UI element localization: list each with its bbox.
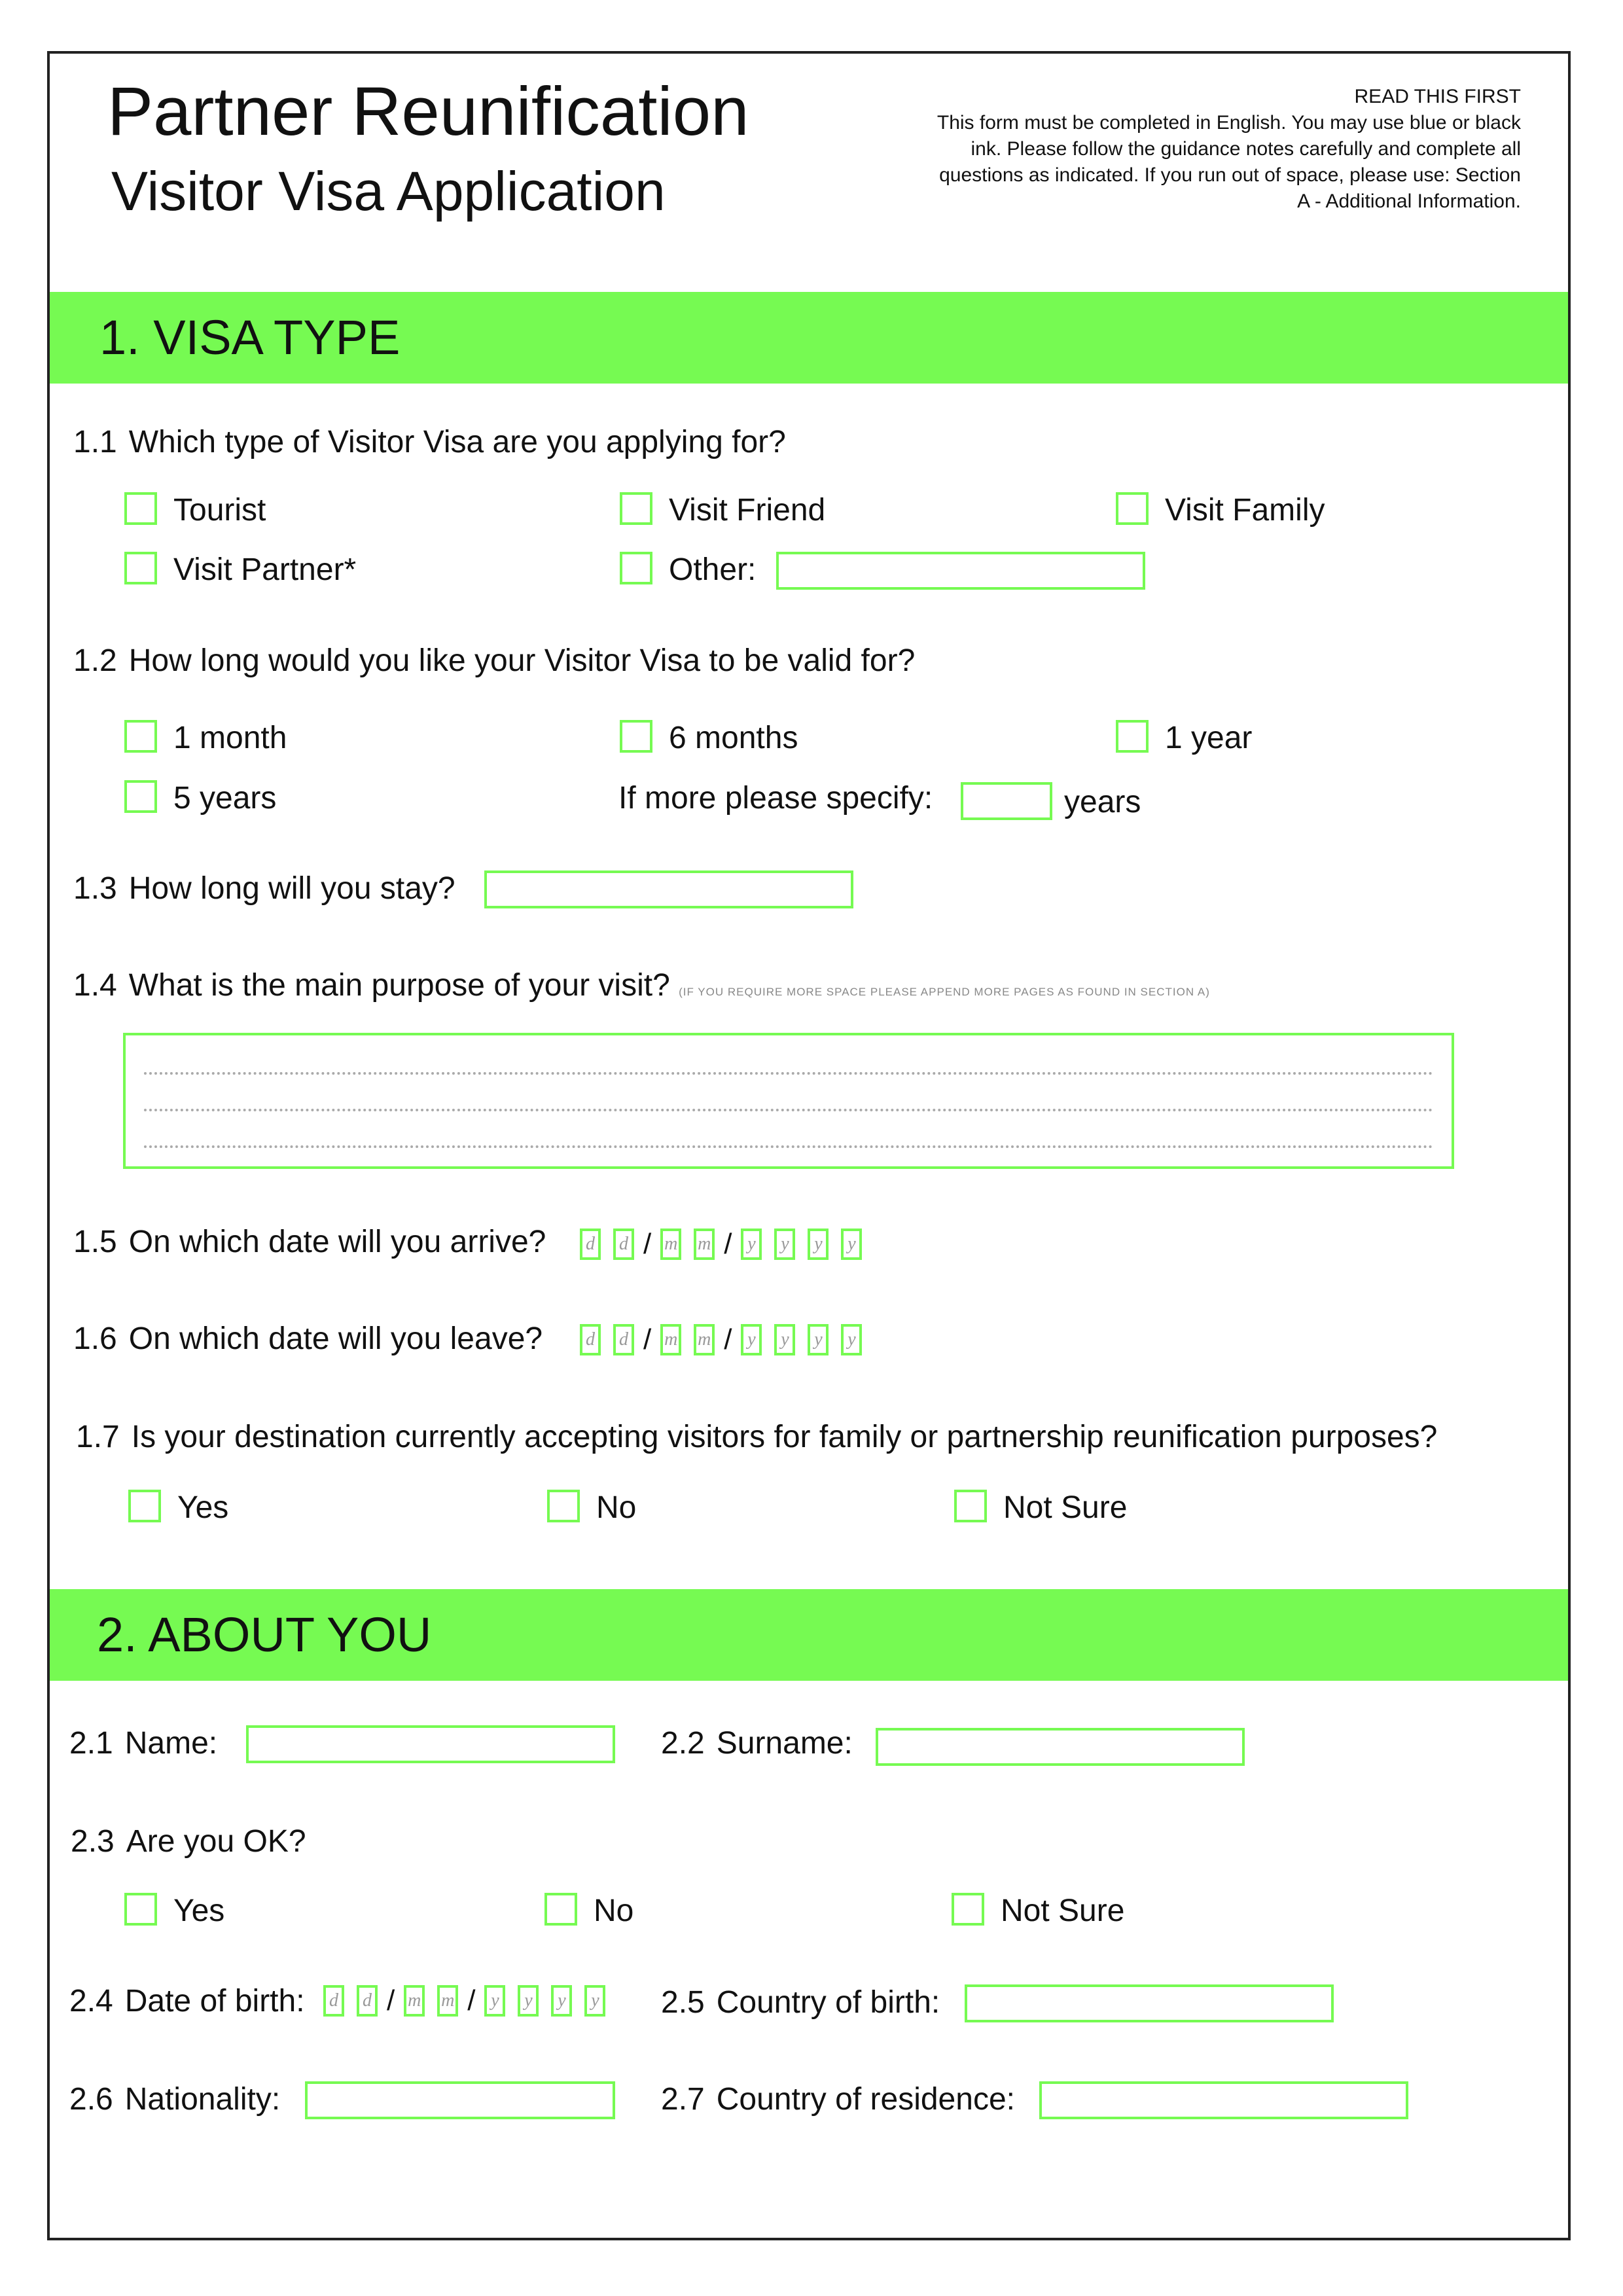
question-number: 2.3: [71, 1824, 115, 1859]
checkbox-1-year[interactable]: [1116, 720, 1149, 753]
question-2-1: [69, 1728, 217, 1759]
question-text: Nationality:: [124, 2082, 281, 2117]
date-day-box[interactable]: d: [613, 1229, 634, 1260]
date-day-box[interactable]: d: [613, 1324, 634, 1355]
date-year-box[interactable]: y: [841, 1324, 862, 1355]
option-label-visit-family: Visit Family: [1165, 493, 1325, 528]
date-year-box[interactable]: y: [808, 1324, 829, 1355]
option-label-yes: Yes: [177, 1490, 229, 1525]
departure-date-field[interactable]: [580, 1323, 874, 1356]
date-separator: /: [387, 1984, 395, 2017]
other-visa-type-field[interactable]: [776, 552, 1145, 590]
date-day-box[interactable]: d: [323, 1985, 344, 2017]
question-1-4: [73, 970, 1210, 1001]
question-text: Date of birth:: [124, 1984, 305, 2018]
date-month-box[interactable]: m: [660, 1324, 681, 1355]
question-1-3: [73, 873, 455, 905]
checkbox-yes[interactable]: [124, 1893, 157, 1926]
years-unit-label: years: [1064, 785, 1141, 819]
length-of-stay-field[interactable]: [484, 870, 853, 908]
question-text: On which date will you leave?: [128, 1321, 543, 1356]
name-field[interactable]: [246, 1725, 615, 1763]
checkbox-other[interactable]: [620, 552, 652, 584]
question-text: What is the main purpose of your visit?: [128, 968, 670, 1003]
option-label-no: No: [596, 1490, 637, 1525]
checkbox-no[interactable]: [544, 1893, 577, 1926]
question-text: Country of residence:: [716, 2082, 1015, 2117]
question-1-5: [73, 1227, 546, 1258]
option-label-1-month: 1 month: [173, 721, 287, 755]
checkbox-yes[interactable]: [128, 1490, 161, 1522]
option-label-1-year: 1 year: [1165, 721, 1253, 755]
date-separator: /: [724, 1228, 732, 1260]
instructions-note: [932, 84, 1521, 215]
purpose-of-visit-field[interactable]: [123, 1033, 1454, 1169]
question-1-2: [73, 645, 915, 677]
question-2-7: [661, 2084, 1015, 2115]
question-number: 2.4: [69, 1984, 113, 2018]
date-year-box[interactable]: y: [841, 1229, 862, 1260]
question-text: Name:: [124, 1726, 218, 1761]
instructions-heading: READ THIS FIRST: [1354, 86, 1521, 107]
checkbox-visit-friend[interactable]: [620, 492, 652, 525]
question-number: 1.1: [73, 425, 117, 459]
date-year-box[interactable]: y: [484, 1985, 505, 2017]
nationality-field[interactable]: [305, 2081, 615, 2119]
question-text: On which date will you arrive?: [128, 1225, 546, 1259]
date-separator: /: [467, 1984, 476, 2017]
question-2-4: [69, 1986, 305, 2017]
option-label-tourist: Tourist: [173, 493, 266, 528]
option-label-no: No: [594, 1893, 634, 1928]
checkbox-6-months[interactable]: [620, 720, 652, 753]
date-year-box[interactable]: y: [741, 1229, 762, 1260]
checkbox-1-month[interactable]: [124, 720, 157, 753]
question-number: 2.5: [661, 1985, 705, 2020]
question-1-7: [76, 1422, 1437, 1453]
date-day-box[interactable]: d: [580, 1324, 601, 1355]
date-of-birth-field[interactable]: [323, 1984, 618, 2017]
form-title: Partner Reunification: [107, 73, 749, 150]
checkbox-tourist[interactable]: [124, 492, 157, 525]
question-number: 1.7: [76, 1420, 120, 1454]
question-number: 1.2: [73, 643, 117, 678]
date-separator: /: [643, 1323, 652, 1355]
question-number: 1.6: [73, 1321, 117, 1356]
instructions-body: This form must be completed in English. You may use blue or black ink. Please follow the guidance notes carefully and complete all questions as indicated. If you run out of space, please use: Section A - Additional Information.: [936, 112, 1521, 212]
option-label-visit-friend: Visit Friend: [669, 493, 826, 528]
option-label-5-years: 5 years: [173, 781, 277, 816]
section-1-title: 1. VISA TYPE: [99, 310, 401, 365]
checkbox-no[interactable]: [547, 1490, 580, 1522]
option-label-6-months: 6 months: [669, 721, 798, 755]
option-label-yes: Yes: [173, 1893, 225, 1928]
option-label-not-sure: Not Sure: [1001, 1893, 1125, 1928]
question-1-1: [73, 427, 786, 458]
question-2-6: [69, 2084, 280, 2115]
section-2-title: 2. ABOUT YOU: [97, 1607, 432, 1662]
question-number: 2.1: [69, 1726, 113, 1761]
country-of-residence-field[interactable]: [1039, 2081, 1408, 2119]
writing-line: [144, 1109, 1433, 1111]
section-2-header: [50, 1589, 1568, 1681]
question-text: How long would you like your Visitor Visa to be valid for?: [128, 643, 916, 678]
date-day-box[interactable]: d: [357, 1985, 378, 2017]
question-number: 1.4: [73, 968, 117, 1003]
date-year-box[interactable]: y: [774, 1324, 795, 1355]
date-year-box[interactable]: y: [518, 1985, 539, 2017]
date-year-box[interactable]: y: [808, 1229, 829, 1260]
question-text: Which type of Visitor Visa are you applying for?: [128, 425, 786, 459]
form-subtitle: Visitor Visa Application: [111, 160, 666, 222]
question-1-6: [73, 1323, 543, 1355]
checkbox-visit-partner[interactable]: [124, 552, 157, 584]
question-2-3: [71, 1826, 306, 1857]
specify-years-field[interactable]: [961, 782, 1052, 820]
date-month-box[interactable]: m: [660, 1229, 681, 1260]
question-2-2: [661, 1728, 853, 1759]
surname-field[interactable]: [876, 1728, 1245, 1766]
question-number: 2.7: [661, 2082, 705, 2117]
date-separator: /: [724, 1323, 732, 1355]
question-number: 2.2: [661, 1726, 705, 1761]
date-year-box[interactable]: y: [774, 1229, 795, 1260]
date-year-box[interactable]: y: [741, 1324, 762, 1355]
option-label-not-sure: Not Sure: [1003, 1490, 1128, 1525]
option-label-visit-partner: Visit Partner*: [173, 552, 357, 587]
date-year-box[interactable]: y: [551, 1985, 572, 2017]
question-text: Country of birth:: [716, 1985, 940, 2020]
question-2-5: [661, 1987, 940, 2018]
question-number: 2.6: [69, 2082, 113, 2117]
question-text: Is your destination currently accepting visitors for family or partnership reunification purposes?: [131, 1420, 1438, 1454]
question-text: Are you OK?: [126, 1824, 306, 1859]
checkbox-not-sure[interactable]: [952, 1893, 984, 1926]
date-month-box[interactable]: m: [437, 1985, 458, 2017]
country-of-birth-field[interactable]: [965, 1984, 1334, 2022]
checkbox-not-sure[interactable]: [954, 1490, 987, 1522]
question-number: 1.5: [73, 1225, 117, 1259]
more-space-hint: (IF YOU REQUIRE MORE SPACE PLEASE APPEND MORE PAGES AS FOUND IN SECTION A): [679, 986, 1210, 998]
question-number: 1.3: [73, 871, 117, 906]
date-day-box[interactable]: d: [580, 1229, 601, 1260]
checkbox-5-years[interactable]: [124, 780, 157, 813]
specify-years-label: If more please specify:: [618, 781, 933, 816]
option-label-other: Other:: [669, 552, 757, 587]
writing-line: [144, 1145, 1433, 1148]
writing-line: [144, 1072, 1433, 1075]
section-1-header: [50, 292, 1568, 384]
question-text: Surname:: [716, 1726, 853, 1761]
date-month-box[interactable]: m: [694, 1229, 715, 1260]
date-month-box[interactable]: m: [404, 1985, 425, 2017]
arrival-date-field[interactable]: [580, 1228, 874, 1261]
checkbox-visit-family[interactable]: [1116, 492, 1149, 525]
date-month-box[interactable]: m: [694, 1324, 715, 1355]
question-text: How long will you stay?: [128, 871, 455, 906]
date-separator: /: [643, 1228, 652, 1260]
date-year-box[interactable]: y: [584, 1985, 605, 2017]
